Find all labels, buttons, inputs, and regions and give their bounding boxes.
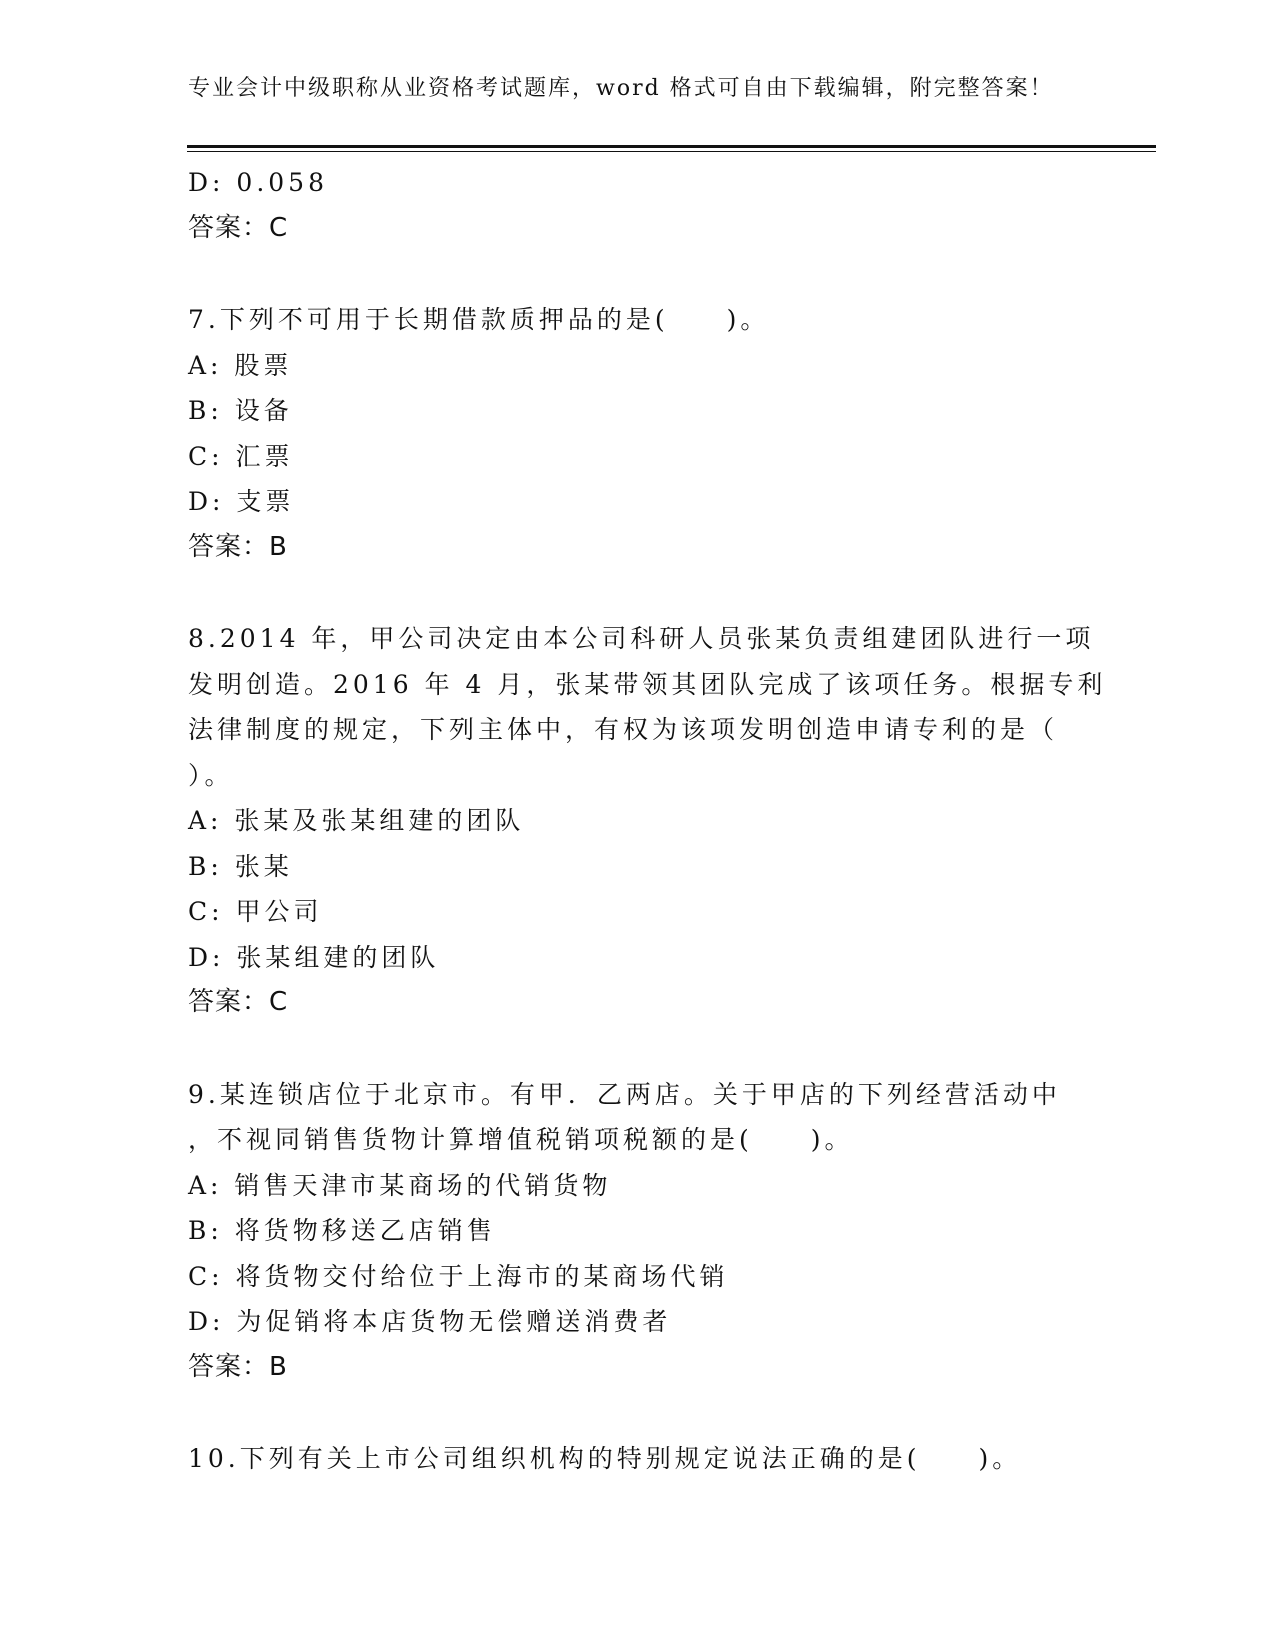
- q7-option-c: C: 汇票: [188, 441, 294, 471]
- q9-stem-line-1: 9.某连锁店位于北京市。有甲．乙两店。关于甲店的下列经营活动中: [188, 1079, 1061, 1109]
- q7-option-d: D: 支票: [188, 487, 295, 516]
- question-content: [188, 160, 1107, 1482]
- q8-option-a: A: 张某及张某组建的团队: [188, 806, 525, 835]
- spacer: [188, 1026, 1068, 1072]
- q8-stem-line-3: 法律制度的规定，下列主体中，有权为该项发明创造申请专利的是（: [188, 715, 1059, 744]
- q9-option-d: D: 为促销将本店货物无偿赠送消费者: [188, 1307, 672, 1336]
- spacer: [188, 570, 1068, 616]
- q7-option-b: B: 设备: [188, 396, 293, 425]
- q9-answer: 答案：B: [188, 1351, 288, 1382]
- header-rule-thick: [187, 145, 1156, 148]
- spacer: [188, 1390, 1068, 1436]
- q7-stem: 7.下列不可用于长期借款质押品的是( )。: [188, 305, 770, 334]
- q6-option-d: D: 0.058: [188, 168, 328, 197]
- q8-option-b: B: 张某: [188, 851, 293, 881]
- q10-stem: 10.下列有关上市公司组织机构的特别规定说法正确的是( )。: [188, 1444, 1022, 1473]
- q9-option-b: B: 将货物移送乙店销售: [188, 1216, 496, 1245]
- q9-option-a: A: 销售天津市某商场的代销货物: [188, 1170, 612, 1200]
- q9-stem-line-2: ，不视同销售货物计算增值税销项税额的是( )。: [188, 1125, 854, 1154]
- q8-option-d: D: 张某组建的团队: [188, 942, 440, 972]
- q8-option-c: C: 甲公司: [188, 897, 323, 926]
- q6-answer: 答案：C: [188, 212, 289, 243]
- q8-stem-line-2: 发明创造。2016 年 4 月，张某带领其团队完成了该项任务。根据专利: [188, 669, 1107, 699]
- spacer: [188, 251, 1068, 297]
- q7-option-a: A: 股票: [188, 350, 293, 380]
- q8-stem-line-1: 8.2014 年，甲公司决定由本公司科研人员张某负责组建团队进行一项: [188, 624, 1095, 653]
- page-header: 专业会计中级职称从业资格考试题库，word 格式可自由下载编辑，附完整答案！: [188, 76, 1054, 101]
- header-rule-thin: [187, 151, 1156, 152]
- q7-answer: 答案：B: [188, 531, 288, 562]
- q9-option-c: C: 将货物交付给位于上海市的某商场代销: [188, 1261, 729, 1291]
- q8-stem-line-4: ）。: [188, 760, 234, 790]
- q8-answer: 答案：C: [188, 987, 289, 1017]
